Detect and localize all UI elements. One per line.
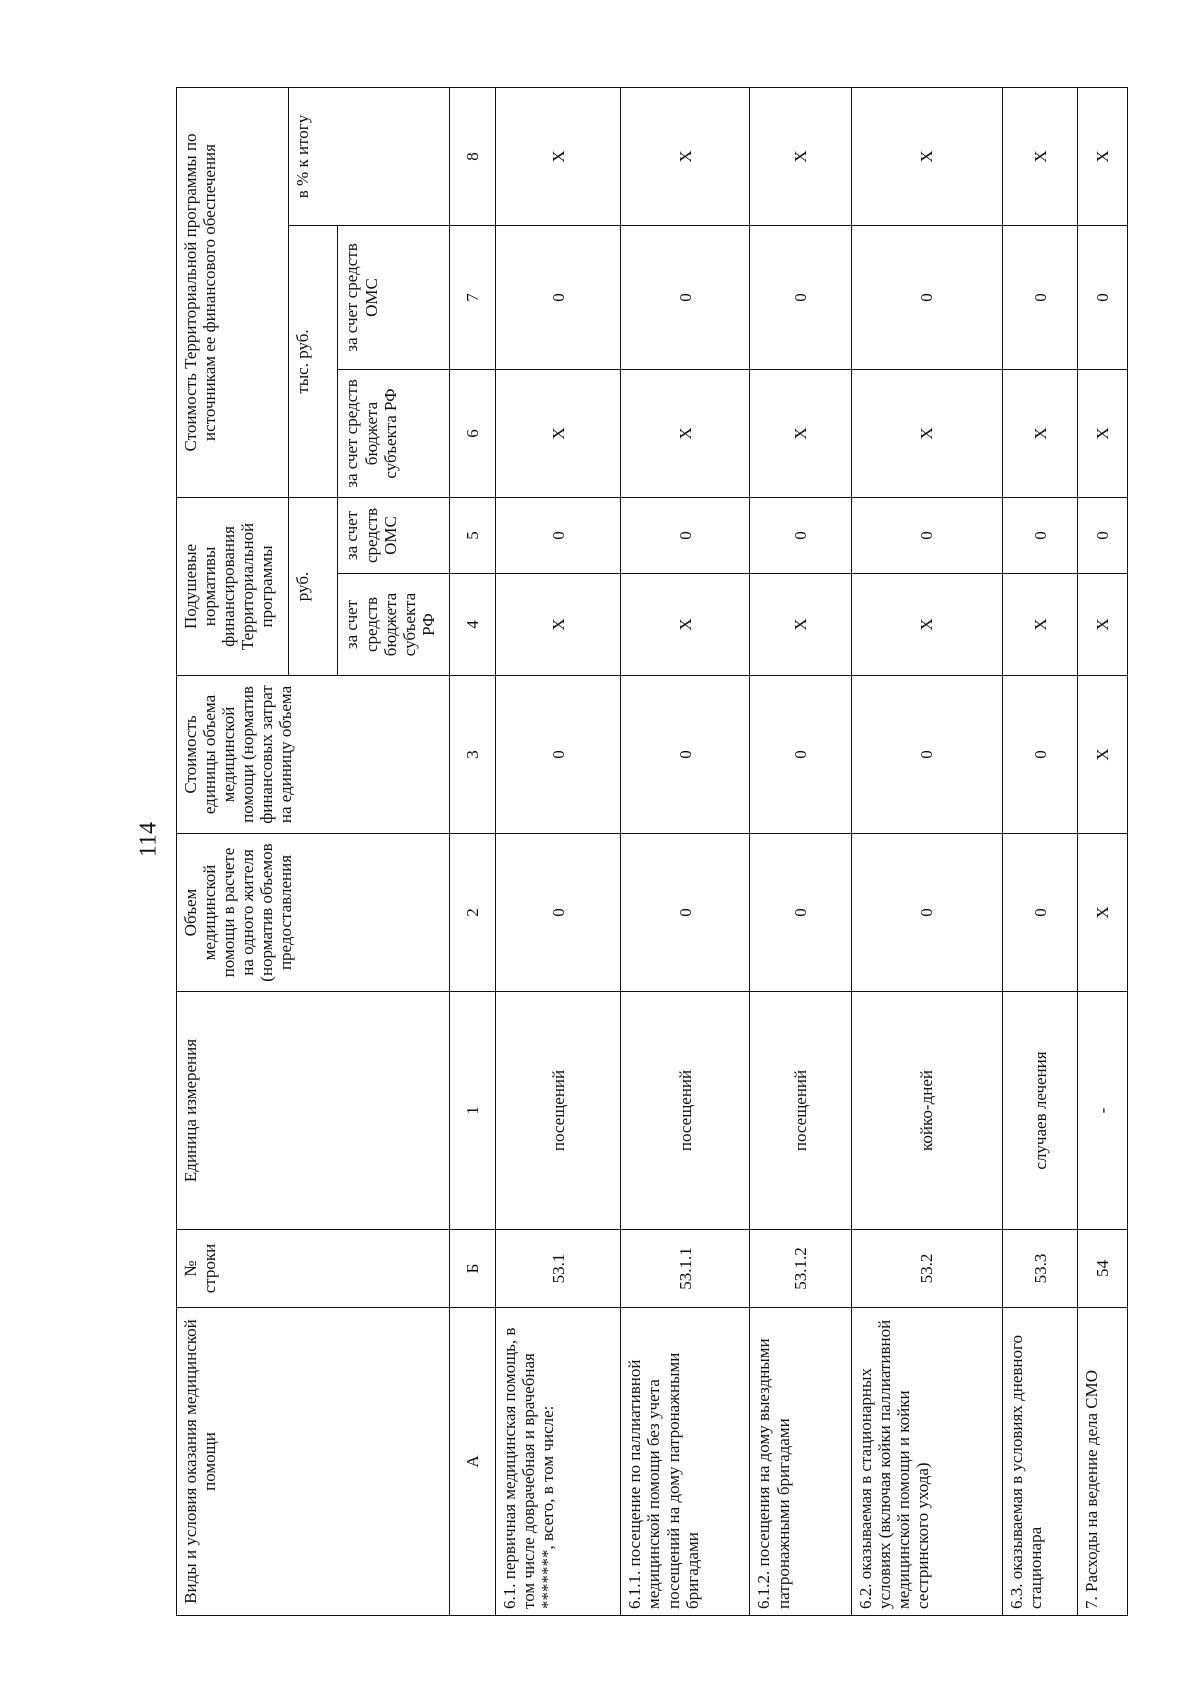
- header-col-3: Стоимость единицы объема медицинской помощи (норматив финансовых затрат на единицу объема: [177, 676, 450, 834]
- row-name: 6.1.1. посещение по паллиативной медицинской помощи без учета посещений на дому патронажными бригадами: [621, 1308, 750, 1616]
- table-region: [176, 88, 1200, 1609]
- row-cost-oms: 0: [750, 225, 851, 369]
- column-number: 6: [450, 369, 495, 497]
- row-unit: посещений: [750, 992, 851, 1230]
- page-number: 114: [135, 821, 162, 858]
- table-row: [1078, 87, 1128, 1615]
- row-line-number: 53.3: [1003, 1230, 1078, 1308]
- header-col-4: за счет средств бюджета субъекта РФ: [338, 574, 450, 676]
- row-cost-budget: X: [1003, 369, 1078, 497]
- row-name: 6.1.2. посещения на дому выездными патронажными бригадами: [750, 1308, 851, 1616]
- row-per-capita-oms: 0: [1003, 497, 1078, 573]
- row-percent: X: [621, 87, 750, 225]
- column-number: 3: [450, 676, 495, 834]
- row-cost-budget: X: [495, 369, 621, 497]
- header-col-a: Виды и условия оказания медицинской помощи: [177, 1308, 450, 1616]
- row-unit-cost: 0: [1003, 676, 1078, 834]
- row-line-number: 53.2: [851, 1230, 1003, 1308]
- header-col-b: № строки: [177, 1230, 450, 1308]
- row-line-number: 53.1.2: [750, 1230, 851, 1308]
- column-number: 5: [450, 497, 495, 573]
- row-per-capita-budget: X: [750, 574, 851, 676]
- row-cost-budget: X: [750, 369, 851, 497]
- row-volume: 0: [851, 834, 1003, 992]
- row-percent: X: [1003, 87, 1078, 225]
- header-row-1: [177, 87, 289, 1615]
- header-col-1: Единица измерения: [177, 992, 450, 1230]
- row-unit-cost: 0: [495, 676, 621, 834]
- row-line-number: 53.1.1: [621, 1230, 750, 1308]
- row-cost-oms: 0: [495, 225, 621, 369]
- row-per-capita-oms: 0: [495, 497, 621, 573]
- rotated-table-container: [176, 88, 1128, 1616]
- row-per-capita-budget: X: [1078, 574, 1128, 676]
- row-volume: 0: [1003, 834, 1078, 992]
- row-per-capita-oms: 0: [750, 497, 851, 573]
- row-volume: 0: [750, 834, 851, 992]
- row-name: 7. Расходы на ведение дела СМО: [1078, 1308, 1128, 1616]
- column-number: 7: [450, 225, 495, 369]
- row-unit: посещений: [621, 992, 750, 1230]
- row-unit-cost: 0: [750, 676, 851, 834]
- row-per-capita-budget: X: [1003, 574, 1078, 676]
- row-cost-oms: 0: [621, 225, 750, 369]
- header-group-678: Стоимость Территориальной программы по источникам ее финансового обеспечения: [177, 87, 289, 497]
- row-cost-oms: 0: [1003, 225, 1078, 369]
- column-number-row: [450, 87, 495, 1615]
- row-percent: X: [495, 87, 621, 225]
- row-name: 6.2. оказываемая в стационарных условиях (включая койки паллиативной медицинской помощи и койки сестринского ухода): [851, 1308, 1003, 1616]
- row-percent: X: [851, 87, 1003, 225]
- header-col-7: за счет средств ОМС: [338, 225, 450, 369]
- row-volume: 0: [495, 834, 621, 992]
- row-volume: X: [1078, 834, 1128, 992]
- row-per-capita-oms: 0: [851, 497, 1003, 573]
- column-number: 2: [450, 834, 495, 992]
- row-cost-budget: X: [1078, 369, 1128, 497]
- table-row: [495, 87, 621, 1615]
- row-name: 6.1. первичная медицинская помощь, в том числе доврачебная и врачебная *******, всего, в том числе:: [495, 1308, 621, 1616]
- row-per-capita-budget: X: [621, 574, 750, 676]
- row-cost-budget: X: [621, 369, 750, 497]
- row-cost-budget: X: [851, 369, 1003, 497]
- financing-table: [176, 87, 1128, 1616]
- column-number: 4: [450, 574, 495, 676]
- row-unit: койко-дней: [851, 992, 1003, 1230]
- row-line-number: 54: [1078, 1230, 1128, 1308]
- table-row: [1003, 87, 1078, 1615]
- column-number: 8: [450, 87, 495, 225]
- column-number: 1: [450, 992, 495, 1230]
- row-unit-cost: X: [1078, 676, 1128, 834]
- row-line-number: 53.1: [495, 1230, 621, 1308]
- header-col-8: в % к итогу: [289, 87, 450, 225]
- row-unit: -: [1078, 992, 1128, 1230]
- row-unit: посещений: [495, 992, 621, 1230]
- header-unit-45: руб.: [289, 497, 338, 675]
- header-col-6: за счет средств бюджета субъекта РФ: [338, 369, 450, 497]
- row-unit: случаев лечения: [1003, 992, 1078, 1230]
- row-percent: X: [750, 87, 851, 225]
- header-unit-67: тыс. руб.: [289, 225, 338, 497]
- row-name: 6.3. оказываемая в условиях дневного стационара: [1003, 1308, 1078, 1616]
- row-per-capita-budget: X: [495, 574, 621, 676]
- row-unit-cost: 0: [621, 676, 750, 834]
- table-row: [750, 87, 851, 1615]
- row-unit-cost: 0: [851, 676, 1003, 834]
- row-per-capita-oms: 0: [621, 497, 750, 573]
- row-volume: 0: [621, 834, 750, 992]
- column-number: Б: [450, 1230, 495, 1308]
- row-cost-oms: 0: [851, 225, 1003, 369]
- header-col-2: Объем медицинской помощи в расчете на одного жителя (норматив объемов предоставления: [177, 834, 450, 992]
- column-number: А: [450, 1308, 495, 1616]
- row-per-capita-oms: 0: [1078, 497, 1128, 573]
- row-cost-oms: 0: [1078, 225, 1128, 369]
- row-percent: X: [1078, 87, 1128, 225]
- header-col-5: за счет средств ОМС: [338, 497, 450, 573]
- table-row: [851, 87, 1003, 1615]
- row-per-capita-budget: X: [851, 574, 1003, 676]
- header-group-45: Подушевые нормативы финансирования Территориальной программы: [177, 497, 289, 675]
- table-row: [621, 87, 750, 1615]
